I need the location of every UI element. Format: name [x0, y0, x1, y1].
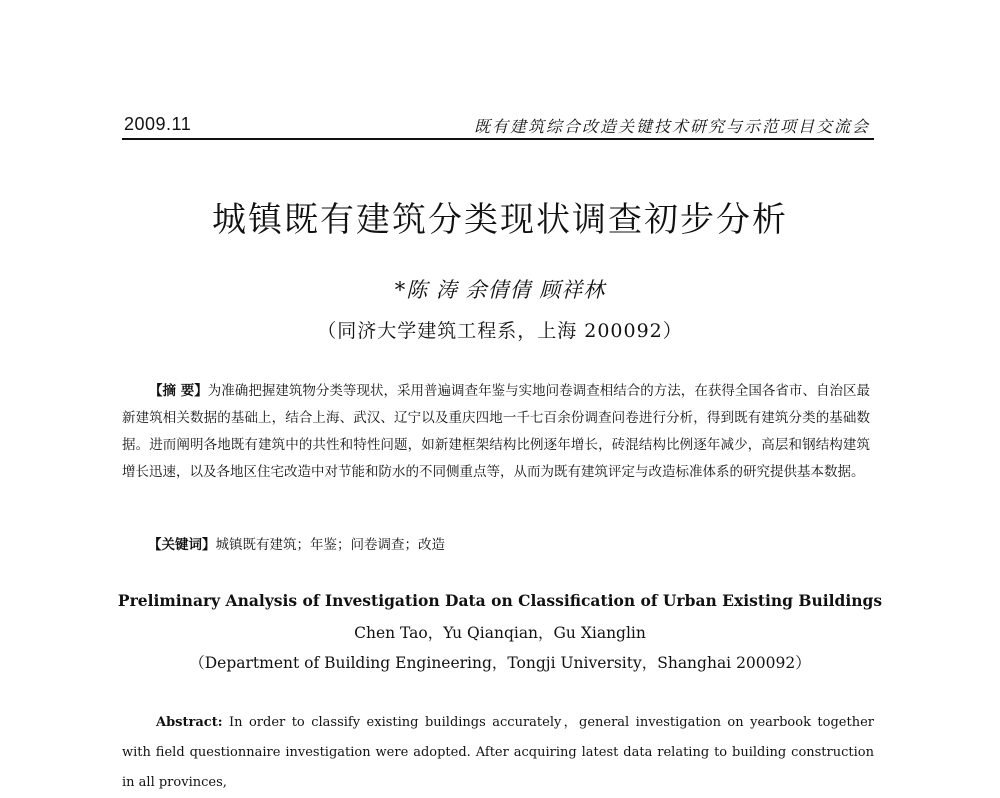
abstract-en-label: Abstract:: [156, 715, 223, 730]
abstract-en-text: In order to classify existing buildings accurately，general investigation on yearbook together with field questionnaire investigation were adopted. After acquiring latest data relating to building construction in all provinces,: [122, 715, 874, 790]
keywords-cn-label: 【关键词】: [148, 537, 216, 553]
paper-title-cn: 城镇既有建筑分类现状调查初步分析: [212, 200, 788, 240]
abstract-cn: [122, 378, 870, 486]
journal-name: 既有建筑综合改造关键技术研究与示范项目交流会: [473, 117, 870, 136]
running-header: [122, 106, 874, 140]
header-rule: [122, 138, 874, 140]
authors-cn: *陈 涛 余倩倩 顾祥林: [394, 278, 606, 302]
authors-en: Chen Tao，Yu Qianqian，Gu Xianglin: [354, 624, 646, 642]
abstract-cn-text: 为准确把握建筑物分类等现状，采用普遍调查年鉴与实地问卷调查相结合的方法，在获得全国各省市、自治区最新建筑相关数据的基础上，结合上海、武汉、辽宁以及重庆四地一千七百余份调查问卷进行分析，得到既有建筑分类的基础数据。进而阐明各地既有建筑中的共性和特性问题，如新建框架结构比例逐年增长，砖混结构比例逐年减少，高层和钢结构建筑增长迅速，以及各地区住宅改造中对节能和防水的不同侧重点等，从而为既有建筑评定与改造标准体系的研究提供基本数据。: [122, 383, 871, 480]
issue-date: 2009.11: [124, 114, 192, 134]
affiliation-en: （Department of Building Engineering，Tongji University，Shanghai 200092）: [189, 654, 811, 672]
abstract-cn-label: 【摘 要】: [149, 383, 208, 399]
keywords-cn-text: 城镇既有建筑；年鉴；问卷调查；改造: [215, 537, 445, 553]
paper-title-en: Preliminary Analysis of Investigation Data on Classification of Urban Existing Buildings: [117, 591, 883, 610]
affiliation-cn: （同济大学建筑工程系，上海 200092）: [317, 320, 683, 342]
abstract-en: [122, 708, 874, 798]
keywords-cn: [148, 532, 848, 559]
